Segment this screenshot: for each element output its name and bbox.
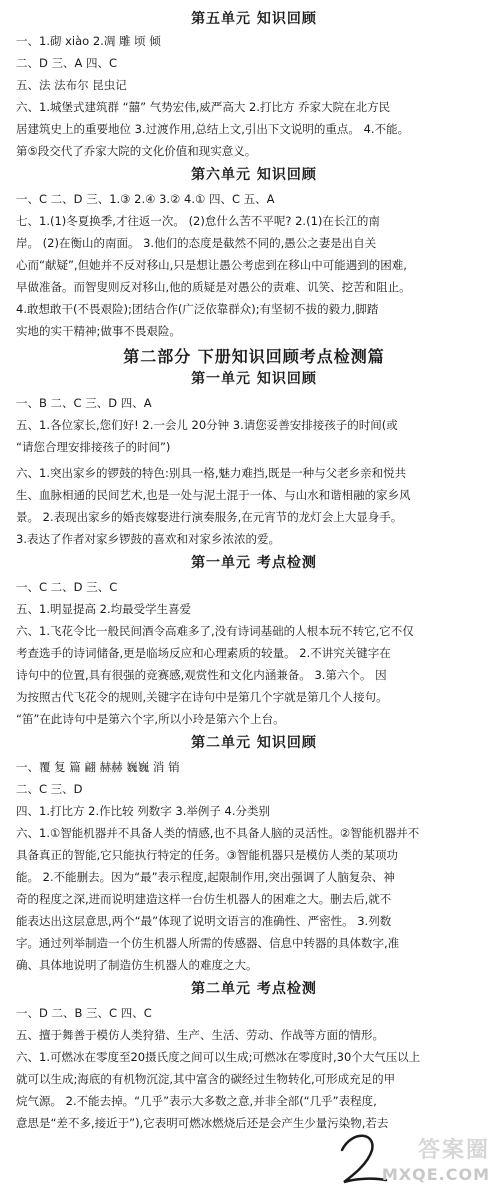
section-heading: 第六单元 知识回顾 — [191, 167, 317, 183]
answer-line: 4.敢想敢干(不畏艰险);团结合作(广泛依靠群众);有坚韧不拔的毅力,脚踏 — [16, 302, 379, 316]
section-heading: 第二单元 知识回顾 — [191, 735, 317, 751]
answer-line: 奇的程度之深,进而说明建造这样一台仿生机器人的困难之大。删去后,就不 — [16, 892, 392, 906]
answer-line: 生、血脉相通的民间艺术,也是一处与泥土混于一体、与山水和谐相融的家乡风 — [16, 488, 411, 502]
answer-line: 四、1.打比方 2.作比较 列数字 3.举例子 4.分类别 — [16, 804, 271, 818]
answer-line: 一、B 二、C 三、D 四、A — [16, 396, 152, 410]
answer-line: 字。通过列举制造一个仿生机器人所需的传感器、信息中转器的具体数字,准 — [16, 936, 400, 950]
answer-line: 七、1.(1)冬夏换季,才往返一次。 (2)怠什么苦不平呢? 2.(1)在长江的南 — [16, 214, 380, 228]
answer-line: 一、C 二、D 三、1.③ 2.④ 3.② 4.① 四、C 五、A — [16, 192, 275, 206]
answer-line: 能表达出这层意思,两个“最”体现了说明文语言的准确性、严密性。 3.列数 — [16, 914, 392, 928]
answer-line: 六、1.城堡式建筑群 “囍” 气势宏伟,威严高大 2.打比方 乔家大院在北方民 — [16, 100, 391, 114]
answer-line: 一、覆 复 篇 翩 赫赫 巍巍 消 销 — [16, 760, 180, 774]
answer-line: 六、1.突出家乡的锣鼓的特色:别具一格,魅力难挡,既是一种与父老乡亲和悦共 — [16, 466, 407, 480]
answer-line: 一、D 二、B 三、C 四、C — [16, 1006, 152, 1020]
watermark-en: MXQE.COM — [381, 1165, 490, 1184]
answer-line: 诗句中的位置,具有很强的竞赛感,观赏性和文化内涵兼备。 3.第六个。 因 — [16, 668, 387, 682]
answer-line: 景。 2.表现出家乡的婚丧嫁娶进行演奏服务,在元宵节的龙灯会上大显身手。 — [16, 510, 403, 524]
answer-line: 意思是“差不多,接近于”),它表明可燃冰燃烧后还是会产生少量污染物,若去 — [16, 1116, 389, 1130]
answer-line: 六、1.可燃冰在零度至20摄氏度之间可以生成;可燃冰在零度时,30个大气压以上 — [16, 1050, 421, 1064]
answer-line: 考查选手的诗词储备,更是临场反应和心理素质的较量。 2.不讲究关键字在 — [16, 646, 391, 660]
watermark-logo — [334, 1120, 494, 1190]
answer-line: 早做准备。而智叟则反对移山,他的质疑是对愚公的责难、讥笑、挖苦和阻止。 — [16, 280, 411, 294]
answer-line: 第⑤段交代了乔家大院的文化价值和现实意义。 — [16, 144, 257, 158]
answer-line: 五、1.明显提高 2.均最受学生喜爱 — [16, 602, 192, 616]
answer-line: 五、法 法布尔 昆虫记 — [16, 78, 127, 92]
section-heading: 第一单元 知识回顾 — [191, 371, 317, 387]
answer-line: 实地的实干精神;做事不畏艰险。 — [16, 324, 181, 338]
answer-line: “请您合理安排接孩子的时间”) — [16, 440, 171, 454]
answer-line: “笛”在此诗句中是第六个字,所以小玲是第六个上台。 — [16, 712, 285, 726]
answer-line: 居建筑史上的重要地位 3.过渡作用,总结上文,引出下文说明的重点。 4.不能。 — [16, 122, 410, 136]
answer-line: 3.表达了作者对家乡锣鼓的喜欢和对家乡浓浓的爱。 — [16, 532, 280, 546]
section-heading: 第二单元 考点检测 — [191, 981, 317, 997]
answer-line: 二、D 三、A 四、C — [16, 56, 118, 70]
section-heading: 第一单元 考点检测 — [191, 555, 317, 571]
answer-line: 五、1.各位家长,您们好! 2.一会儿 20分钟 3.请您妥善安排接孩子的时间(或 — [16, 418, 398, 432]
answer-line: 六、1.①智能机器并不具备人类的情感,也不具备人脑的灵活性。②智能机器并不 — [16, 826, 420, 840]
watermark-cn: 答案圈 — [417, 1138, 490, 1163]
answer-line: 烷气源。 2.不能去掉。“几乎”表示大多数之意,并非全部(“几乎”表程度, — [16, 1094, 377, 1108]
answer-line: 具备真正的智能,它只能执行特定的任务。③智能机器只是模仿人类的某项功 — [16, 848, 398, 862]
answer-line: 为按照古代飞花令的规则,关键字在诗句中是第几个字就是第几个人接句。 — [16, 690, 388, 704]
answer-line: 能。 2.不能删去。因为“最”表示程度,起限制作用,突出强调了人脑复杂、神 — [16, 870, 395, 884]
answer-line: 六、1.飞花令比一般民间酒令高难多了,没有诗词基础的人根本玩不转它,它不仅 — [16, 624, 414, 638]
answer-line: 确、具体地说明了制造仿生机器人的难度之大。 — [16, 958, 258, 972]
answer-line: 一、C 二、D 三、C — [16, 580, 118, 594]
answer-line: 五、擅于舞善于模仿人类狩猎、生产、生活、劳动、作战等方面的情形。 — [16, 1028, 384, 1042]
answer-line: 一、1.砌 xiào 2.凋 雕 顷 倾 — [16, 34, 161, 48]
answer-line: 心而“献疑”,但她并不反对移山,只是想让愚公考虑到在移山中可能遇到的困难, — [16, 258, 407, 272]
answer-line: 就可以生成;海底的有机物沉淀,其中富含的碳经过生物转化,可形成充足的甲 — [16, 1072, 396, 1086]
section-heading: 第二部分 下册知识回顾考点检测篇 — [123, 347, 385, 366]
answer-line: 岸。 (2)在衡山的南面。 3.他们的态度是截然不同的,愚公之妻是出自关 — [16, 236, 377, 250]
answer-line: 二、C 三、D — [16, 782, 83, 796]
section-heading: 第五单元 知识回顾 — [191, 11, 317, 27]
